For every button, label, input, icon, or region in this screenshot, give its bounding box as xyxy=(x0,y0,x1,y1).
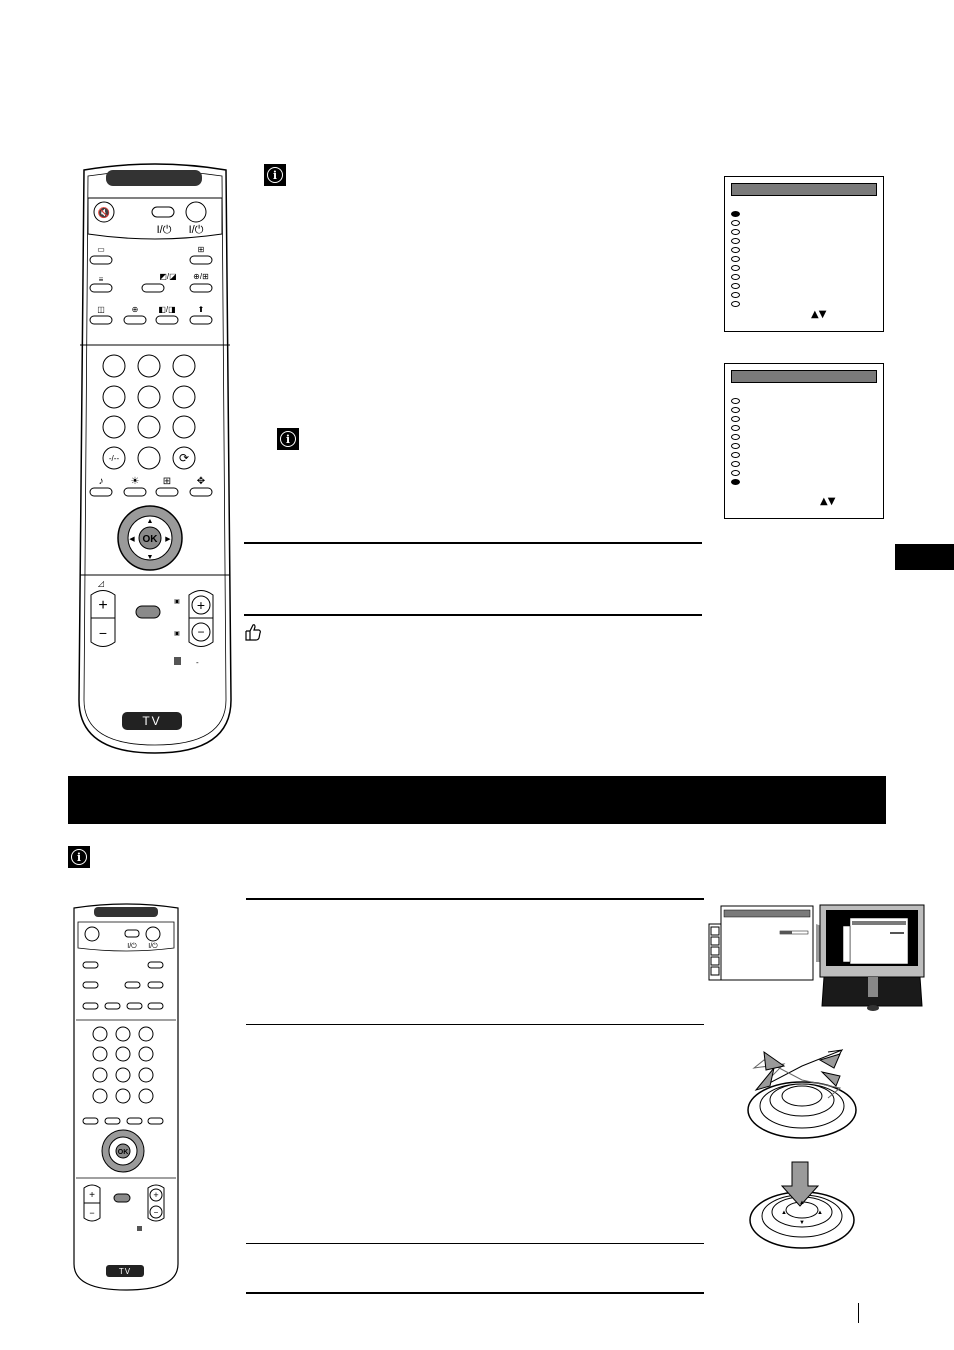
power-label-2: I/⏻ xyxy=(188,224,204,236)
svg-text:-: - xyxy=(196,658,199,667)
info-icon: i xyxy=(68,846,90,868)
svg-text:⊕/⊞: ⊕/⊞ xyxy=(193,272,209,281)
osd-item xyxy=(731,407,740,413)
svg-text:◀: ◀ xyxy=(129,536,135,543)
svg-text:▣: ▣ xyxy=(174,599,180,605)
svg-text:I/⏻: I/⏻ xyxy=(148,943,158,950)
ok-label-large: OK xyxy=(142,534,158,545)
osd-item xyxy=(731,425,740,431)
osd-item xyxy=(731,265,740,271)
side-tab-marker xyxy=(895,544,954,570)
svg-text:▼: ▼ xyxy=(146,554,154,561)
svg-text:⟳: ⟳ xyxy=(178,451,190,465)
svg-text:▶: ▶ xyxy=(165,536,171,543)
osd-item xyxy=(731,398,740,404)
osd-item xyxy=(731,283,740,289)
svg-text:⊞: ⊞ xyxy=(162,476,172,487)
info-icon: i xyxy=(277,428,299,450)
svg-text:⊕: ⊕ xyxy=(131,305,139,314)
osd-title-bar xyxy=(731,370,877,383)
remote-control-large xyxy=(70,160,240,760)
osd-menu-2 xyxy=(724,363,884,519)
svg-text:▲: ▲ xyxy=(817,1210,823,1216)
svg-text:✥: ✥ xyxy=(196,476,206,487)
osd-item xyxy=(731,292,740,298)
menu-tv-illustration xyxy=(708,904,926,1012)
osd-item xyxy=(731,461,740,467)
svg-text:◿: ◿ xyxy=(97,579,105,588)
svg-text:−: − xyxy=(89,1208,95,1218)
osd-item xyxy=(731,229,740,235)
osd-item-selected xyxy=(731,479,740,485)
osd-item xyxy=(731,274,740,280)
svg-text:−: − xyxy=(197,625,205,639)
svg-text:🔇: 🔇 xyxy=(97,208,111,219)
svg-text:▼: ▼ xyxy=(799,1220,805,1226)
section-rule xyxy=(244,542,702,544)
svg-text:▲: ▲ xyxy=(146,518,154,525)
osd-item xyxy=(731,452,740,458)
svg-text:◩/◪: ◩/◪ xyxy=(159,272,177,281)
number-row-4-left: -/-- xyxy=(108,454,120,463)
svg-text:♪: ♪ xyxy=(98,476,104,487)
osd-item xyxy=(731,416,740,422)
svg-text:▲: ▲ xyxy=(799,1200,805,1206)
svg-text:+: + xyxy=(153,1190,159,1200)
info-icon: i xyxy=(264,164,286,186)
osd-item xyxy=(731,256,740,262)
svg-text:+: + xyxy=(196,597,206,613)
svg-text:◧/◨: ◧/◨ xyxy=(158,305,176,314)
osd-menu-1 xyxy=(724,176,884,332)
power-label-1: I/⏻ xyxy=(156,224,172,236)
svg-text:▣: ▣ xyxy=(174,631,180,637)
osd-nav-arrows: ▲▼ xyxy=(820,496,836,507)
osd-item-selected xyxy=(731,211,740,217)
joystick-press-illustration xyxy=(746,1160,858,1252)
step-rule xyxy=(246,1243,704,1244)
osd-item xyxy=(731,220,740,226)
osd-title-bar xyxy=(731,183,877,196)
svg-text:⊞: ⊞ xyxy=(197,245,205,254)
osd-item xyxy=(731,470,740,476)
osd-item xyxy=(731,443,740,449)
section-rule xyxy=(244,614,702,616)
svg-text:+: + xyxy=(98,597,108,614)
section-banner xyxy=(68,776,886,824)
svg-text:◫: ◫ xyxy=(97,305,105,314)
tv-label-large: TV xyxy=(142,714,162,728)
osd-item xyxy=(731,247,740,253)
page-number-marker xyxy=(858,1303,859,1323)
joystick-move-illustration xyxy=(744,1046,864,1142)
thumbs-up-icon xyxy=(243,622,263,642)
svg-text:≡: ≡ xyxy=(98,275,104,284)
osd-item xyxy=(731,238,740,244)
svg-text:▭: ▭ xyxy=(97,245,105,254)
osd-nav-arrows: ▲▼ xyxy=(811,309,827,320)
svg-text:▲: ▲ xyxy=(781,1210,787,1216)
svg-text:☀: ☀ xyxy=(130,476,140,487)
step-rule xyxy=(246,898,704,900)
svg-text:⬆: ⬆ xyxy=(197,305,205,314)
svg-text:I/⏻: I/⏻ xyxy=(127,943,137,950)
osd-item xyxy=(731,434,740,440)
osd-item xyxy=(731,301,740,307)
svg-text:−: − xyxy=(153,1208,159,1217)
remote-control-small xyxy=(70,902,182,1294)
step-rule xyxy=(246,1024,704,1025)
svg-text:+: + xyxy=(89,1190,95,1201)
svg-text:−: − xyxy=(98,625,108,641)
step-rule xyxy=(246,1292,704,1294)
tv-label-small: TV xyxy=(118,1267,132,1276)
ok-label-small: OK xyxy=(117,1149,129,1156)
